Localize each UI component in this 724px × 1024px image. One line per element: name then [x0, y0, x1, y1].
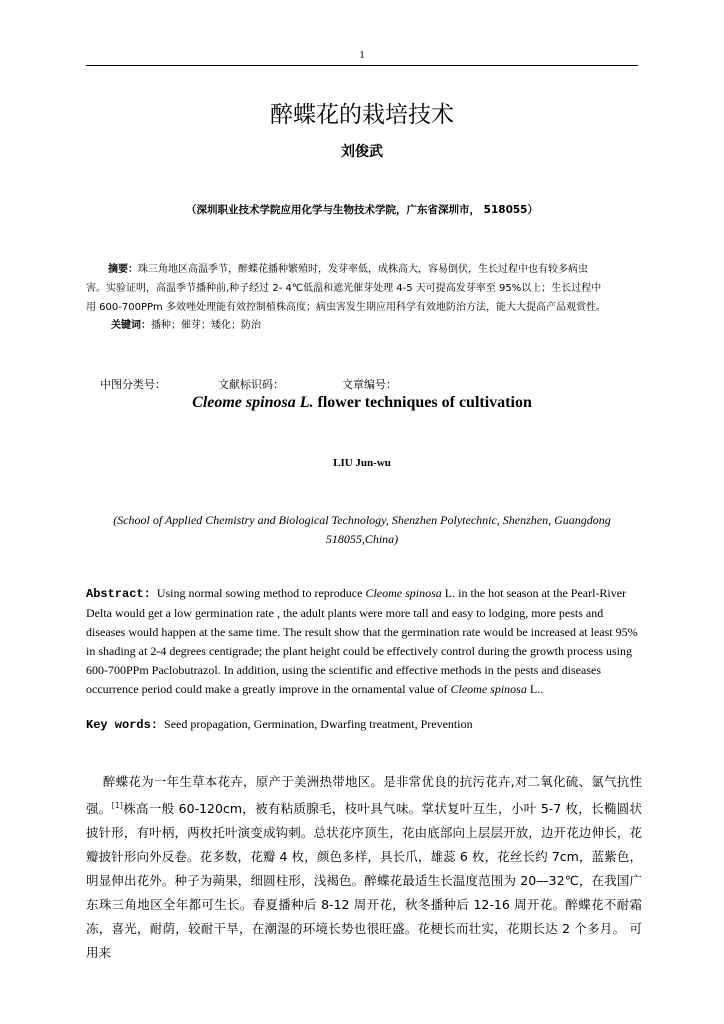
- citation-ref[interactable]: [1]: [111, 801, 123, 810]
- english-author: LIU Jun-wu: [333, 457, 391, 469]
- english-keywords-label: Key words:: [86, 718, 159, 732]
- chinese-title: 醉蝶花的栽培技术: [270, 102, 454, 128]
- english-title-species: Cleome spinosa L.: [192, 394, 314, 411]
- header-rule: [86, 65, 638, 66]
- chinese-keywords-label: 关键词：: [111, 320, 151, 331]
- article-no-label: 文章编号：: [342, 378, 397, 391]
- body-paragraph: [86, 770, 642, 965]
- english-abstract-text: L. in the hot season at the Pearl-River Delta would get a low germination rate , the adult plants were more tall and easy to lodging, more pests and diseases would happen at the same time. The result show that the germination rate would be increased at least 95% in shading at 2-4 degrees centigrade; the plant height could be effectively control during the growth process using 600-700PPm Paclobutrazol. In addition, using the scientific and effective methods in the pests and diseases occurrence period could make a greatly improve in the ornamental value of: [86, 586, 638, 696]
- english-title: [86, 394, 638, 412]
- english-keywords: [86, 717, 473, 732]
- chinese-abstract-label: 摘要：: [108, 264, 138, 275]
- chinese-abstract-line: 用 600-700PPm 多效唑处理能有效控制植株高度；病虫害发生期应用科学有效地防治方法，能大大提高产品观赏性。: [86, 302, 606, 313]
- chinese-abstract-line: [86, 260, 642, 279]
- english-affiliation: [86, 511, 638, 549]
- english-abstract-species: Cleome spinosa: [365, 586, 442, 600]
- chinese-keywords-text: 播种；催芽；矮化；防治: [151, 320, 261, 331]
- english-abstract: [86, 584, 642, 699]
- chinese-abstract: [86, 260, 642, 317]
- english-title-text: flower techniques of cultivation: [313, 394, 532, 411]
- chinese-author: 刘俊武: [341, 144, 383, 160]
- chinese-keywords: [111, 316, 261, 331]
- english-abstract-species: Cleome spinosa: [450, 682, 527, 696]
- chinese-abstract-text: 珠三角地区高温季节，醉蝶花播种繁殖时，发芽率低，成株高大，容易倒伏，生长过程中也有较多病虫: [138, 264, 588, 275]
- chinese-abstract-line: 害。实验证明，高温季节播种前,种子经过 2- 4℃低温和遮光催芽处理 4-5 天可提高发芽率至 95%以上；生长过程中: [86, 283, 602, 294]
- chinese-affiliation: （深圳职业技术学院应用化学与生物技术学院，广东省深圳市， 518055）: [186, 204, 538, 216]
- clc-label: 中图分类号：: [100, 378, 166, 391]
- english-affiliation-line: 518055,China): [325, 532, 399, 546]
- english-keywords-text: Seed propagation, Germination, Dwarfing treatment, Prevention: [164, 717, 473, 731]
- english-abstract-text: Using normal sowing method to reproduce: [156, 586, 366, 600]
- doc-code-label: 文献标识码：: [218, 378, 284, 391]
- body-text: 株高一般 60-120cm，被有粘质腺毛，枝叶具气味。掌状复叶互生，小叶 5-7 枚，长椭圆状披针形，有叶柄，两枚托叶演变成钩刺。总状花序顶生，花由底部向上层层开放，边开花边伸长，花瓣披针形向外反卷。花多数，花瓣 4 枚，颜色多样，具长爪，雄蕊 6 枚，花丝长约 7cm，蓝紫色，明显伸出花外。种子为蒴果，细圆柱形，浅褐色。醉蝶花最适生长温度范围为 20—32℃，在我国广东珠三角地区全年都可生长。春夏播种后 8-12 周开花，秋冬播种后 12-16 周开花。醉蝶花不耐霜冻，喜光，耐荫，较耐干旱，在潮湿的环境长势也很旺盛。花梗长而壮实，花期长达 2 个多月。 可用来: [86, 801, 642, 961]
- english-abstract-end: L..: [526, 682, 544, 696]
- page-number: 1: [359, 49, 365, 61]
- english-affiliation-line: (School of Applied Chemistry and Biological Technology, Shenzhen Polytechnic, Shenzhen, Guangdong: [113, 513, 611, 527]
- body-text: 醉蝶花为一年生草本花卉，原产于美洲热带地区。是非常优良的抗污花卉,对二氧化硫、氯气抗性强。: [86, 774, 642, 817]
- english-abstract-label: Abstract:: [86, 587, 151, 601]
